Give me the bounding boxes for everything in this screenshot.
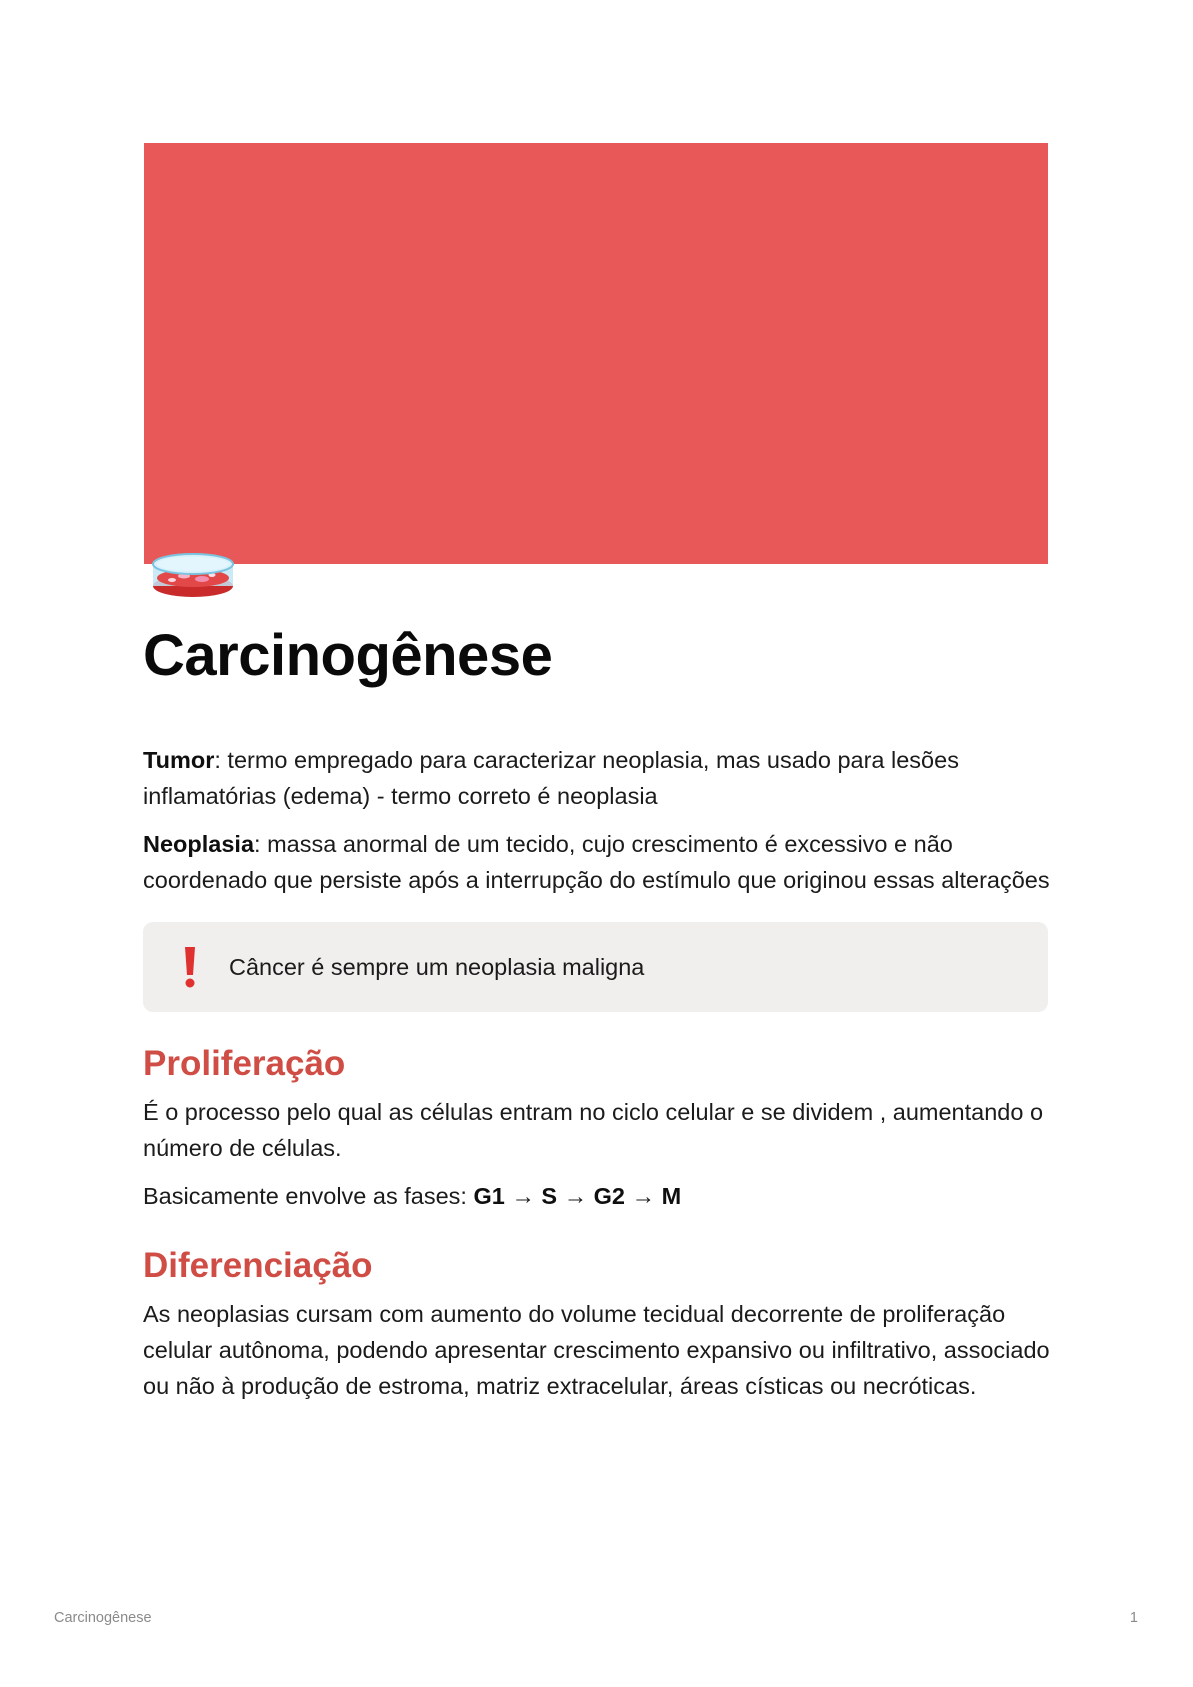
page-title: Carcinogênese (143, 623, 553, 688)
phases-intro: Basicamente envolve as fases: (143, 1183, 474, 1209)
section-paragraph: As neoplasias cursam com aumento do volume tecidual decorrente de proliferação celular autônoma, podendo apresentar crescimento expansivo ou infiltrativo, associado ou não à produção de estroma, matriz extracelular, áreas císticas ou necróticas. (143, 1301, 1050, 1399)
section-paragraph: É o processo pelo qual as células entram no ciclo celular e se dividem , aumentando o número de células. (143, 1099, 1044, 1161)
phase-arrow: → (557, 1183, 594, 1209)
phases-line (143, 1178, 1053, 1214)
definition-text: : termo empregado para caracterizar neoplasia, mas usado para lesões inflamatórias (edema) - termo correto é neoplasia (143, 747, 959, 809)
phase-arrow: → (625, 1183, 662, 1209)
phase-g1: G1 (473, 1183, 505, 1209)
footer-title: Carcinogênese (54, 1610, 152, 1626)
section-heading-proliferacao: Proliferação (143, 1044, 346, 1083)
definition-tumor (143, 742, 1053, 814)
callout-text: Câncer é sempre um neoplasia maligna (229, 954, 645, 980)
definition-term: Tumor (143, 747, 215, 773)
exclamation-icon (179, 945, 201, 989)
petri-dish-icon (150, 550, 236, 600)
section-heading-diferenciacao: Diferenciação (143, 1246, 373, 1285)
phase-arrow: → (504, 1183, 542, 1209)
definition-text: : massa anormal de um tecido, cujo crescimento é excessivo e não coordenado que persiste após a interrupção do estímulo que originou essas alterações (143, 831, 1050, 893)
callout-box (143, 922, 1048, 1012)
footer-page-number: 1 (1129, 1610, 1138, 1626)
page-content (143, 742, 1053, 1416)
phase-g2: G2 (593, 1183, 626, 1209)
phase-s: S (541, 1183, 558, 1209)
definition-term: Neoplasia (143, 831, 255, 857)
cover-image (144, 143, 1048, 564)
definition-neoplasia (143, 826, 1053, 898)
phase-m: M (661, 1183, 682, 1209)
